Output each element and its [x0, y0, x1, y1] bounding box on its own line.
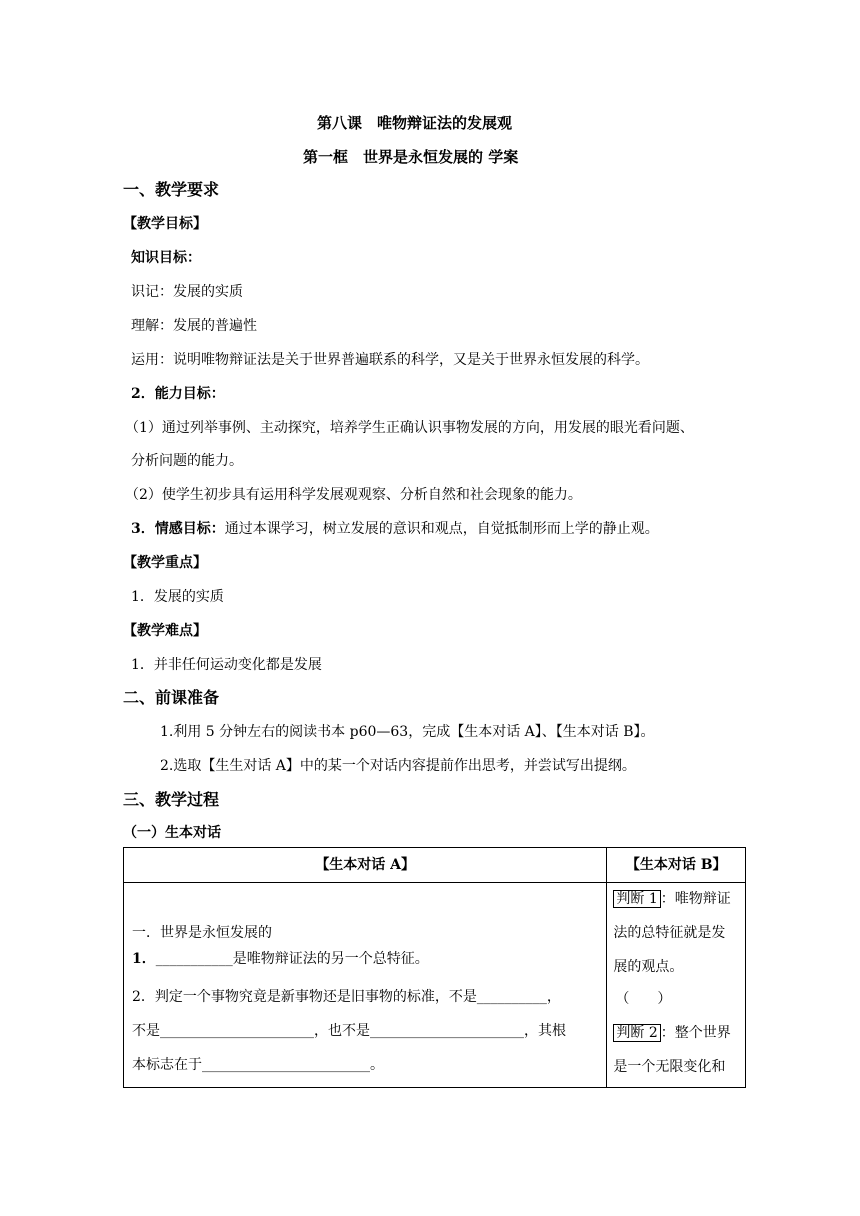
- knowledge-label: 知识目标：: [131, 250, 201, 266]
- judge-2-box: 判断 2: [613, 1024, 660, 1042]
- a-line-3: 2．判定一个事物究竟是新事物还是旧事物的标准，不是__________，: [132, 989, 561, 1005]
- a-line-2-num: 1．: [132, 951, 156, 967]
- ability-label: 2．能力目标：: [131, 386, 225, 402]
- a-line-2-text: 是唯物辩证法的另一个总特征。: [232, 951, 429, 967]
- emotion-label: 3．情感目标：: [131, 521, 225, 537]
- b-line-2: 法的总特征就是发: [613, 925, 726, 941]
- b-line-4-text: ：整个世界: [660, 1025, 731, 1041]
- ability-item-2: （2）使学生初步具有运用科学发展观观察、分析自然和社会现象的能力。: [125, 487, 582, 503]
- col-a-header: 【生本对话 A】: [124, 848, 607, 883]
- section-1-heading: 一、教学要求: [123, 180, 220, 199]
- prep-item-1: 1.利用 5 分钟左右的阅读书本 p60—63，完成【生本对话 A】、【生本对话 B】。: [160, 724, 655, 740]
- prep-item-2: 2.选取【生生对话 A】中的某一个对话内容提前作出思考，并尝试写出提纲。: [160, 758, 636, 774]
- b-line-1: [613, 889, 730, 909]
- difficult-item-1: 1．并非任何运动变化都是发展: [131, 657, 322, 673]
- recall-line: 识记：发展的实质: [131, 284, 243, 300]
- lesson-title: 第八课 唯物辩证法的发展观: [317, 114, 513, 132]
- section-3-subheading: （一）生本对话: [123, 825, 221, 841]
- understand-line: 理解：发展的普遍性: [131, 318, 257, 334]
- b-line-5: 是一个无限变化和: [613, 1059, 726, 1075]
- dialogue-table: [123, 847, 746, 1088]
- a-line-4: 不是______________________，也不是______________________，其根: [132, 1023, 566, 1039]
- dialogue-b-cell: [607, 883, 746, 1088]
- ability-item-1a: （1）通过列举事例、主动探究，培养学生正确认识事物发展的方向，用发展的眼光看问题、: [125, 420, 694, 436]
- col-b-header: 【生本对话 B】: [607, 848, 746, 883]
- section-2-heading: 二、前课准备: [123, 688, 220, 707]
- judge-1-box: 判断 1: [613, 890, 660, 908]
- b-line-3: 展的观点。: [613, 959, 684, 975]
- dialogue-a-cell: [124, 883, 607, 1088]
- difficult-label: 【教学难点】: [123, 623, 207, 639]
- a-line-1: 一．世界是永恒发展的: [132, 925, 272, 941]
- a-line-5: 本标志在于________________________。: [132, 1057, 384, 1073]
- b-line-4: [613, 1023, 730, 1043]
- goals-label: 【教学目标】: [123, 216, 207, 232]
- section-3-heading: 三、教学过程: [123, 790, 220, 809]
- ability-item-1b: 分析问题的能力。: [131, 453, 243, 469]
- a-line-2: [132, 949, 429, 969]
- b-line-1-text: ：唯物辩证: [660, 891, 731, 907]
- emotion-line: [131, 519, 659, 539]
- answer-paren[interactable]: （ ）: [615, 991, 672, 1007]
- lesson-subtitle: 第一框 世界是永恒发展的 学案: [303, 148, 519, 166]
- key-label: 【教学重点】: [123, 555, 207, 571]
- key-item-1: 1．发展的实质: [131, 589, 224, 605]
- emotion-text: 通过本课学习，树立发展的意识和观点，自觉抵制形而上学的静止观。: [224, 521, 659, 537]
- apply-line: 运用：说明唯物辩证法是关于世界普遍联系的科学，又是关于世界永恒发展的科学。: [131, 352, 649, 368]
- a-line-2-blank[interactable]: ___________: [155, 951, 233, 967]
